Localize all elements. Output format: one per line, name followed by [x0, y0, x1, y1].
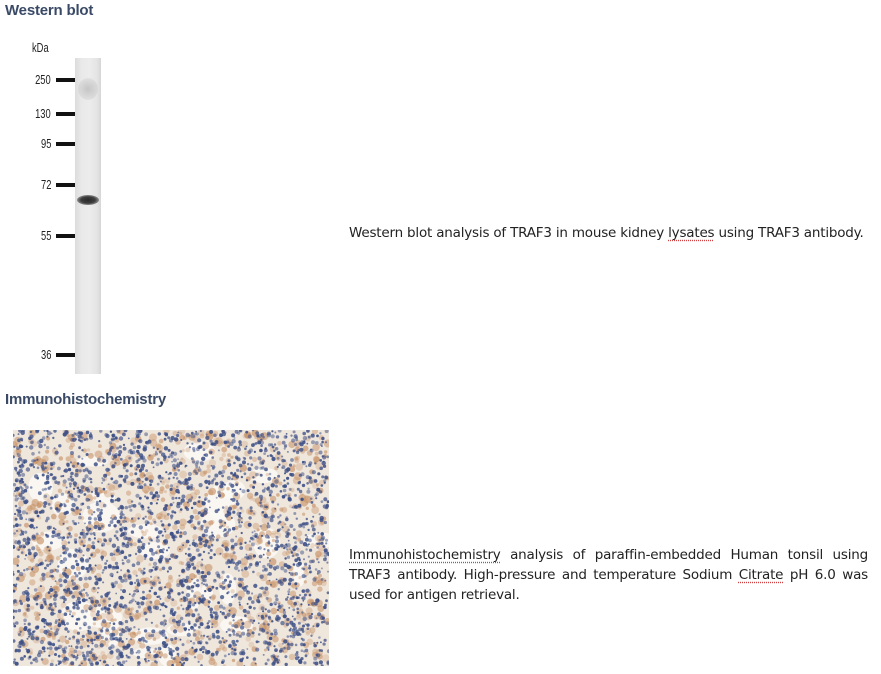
spellcheck-word: lysates: [668, 225, 715, 241]
blot-lane: [75, 58, 101, 374]
ihc-tissue-render: [13, 430, 329, 666]
marker-tick: [56, 112, 76, 116]
caption-text: pH 6.0 was used for antigen retrieval.: [349, 567, 868, 603]
marker-55: [28, 229, 76, 243]
western-blot-image: [28, 40, 108, 375]
marker-tick: [56, 142, 76, 146]
marker-label: 130: [35, 106, 51, 121]
protein-band: [77, 195, 99, 205]
marker-tick: [56, 78, 76, 82]
marker-250: [28, 73, 76, 87]
immunohistochemistry-heading: Immunohistochemistry: [5, 391, 167, 408]
marker-72: [28, 178, 76, 192]
marker-label: 95: [40, 136, 51, 151]
marker-36: [28, 348, 76, 362]
marker-130: [28, 107, 76, 121]
marker-label: 72: [40, 177, 51, 192]
western-blot-heading: Western blot: [5, 2, 94, 19]
faint-smear: [78, 78, 98, 100]
marker-95: [28, 137, 76, 151]
marker-tick: [56, 234, 76, 238]
caption-text: using TRAF3 antibody.: [714, 225, 864, 241]
western-blot-caption: [349, 223, 868, 243]
ihc-tissue-image: [13, 430, 329, 666]
spellcheck-word: Citrate: [738, 567, 784, 583]
kda-unit-label: kDa: [32, 40, 49, 55]
marker-tick: [56, 183, 76, 187]
caption-text: Western blot analysis of TRAF3 in mouse kidney: [349, 225, 669, 241]
marker-label: 250: [35, 72, 51, 87]
marker-label: 55: [40, 228, 51, 243]
caption-text: analysis of paraffin-embedded Human tonsil using TRAF3 antibody. High-pressure and temperature Sodium: [349, 547, 868, 583]
marker-label: 36: [40, 347, 51, 362]
spellcheck-word: Immunohistochemistry: [349, 547, 501, 563]
marker-tick: [56, 353, 76, 357]
ihc-caption: [349, 545, 868, 605]
